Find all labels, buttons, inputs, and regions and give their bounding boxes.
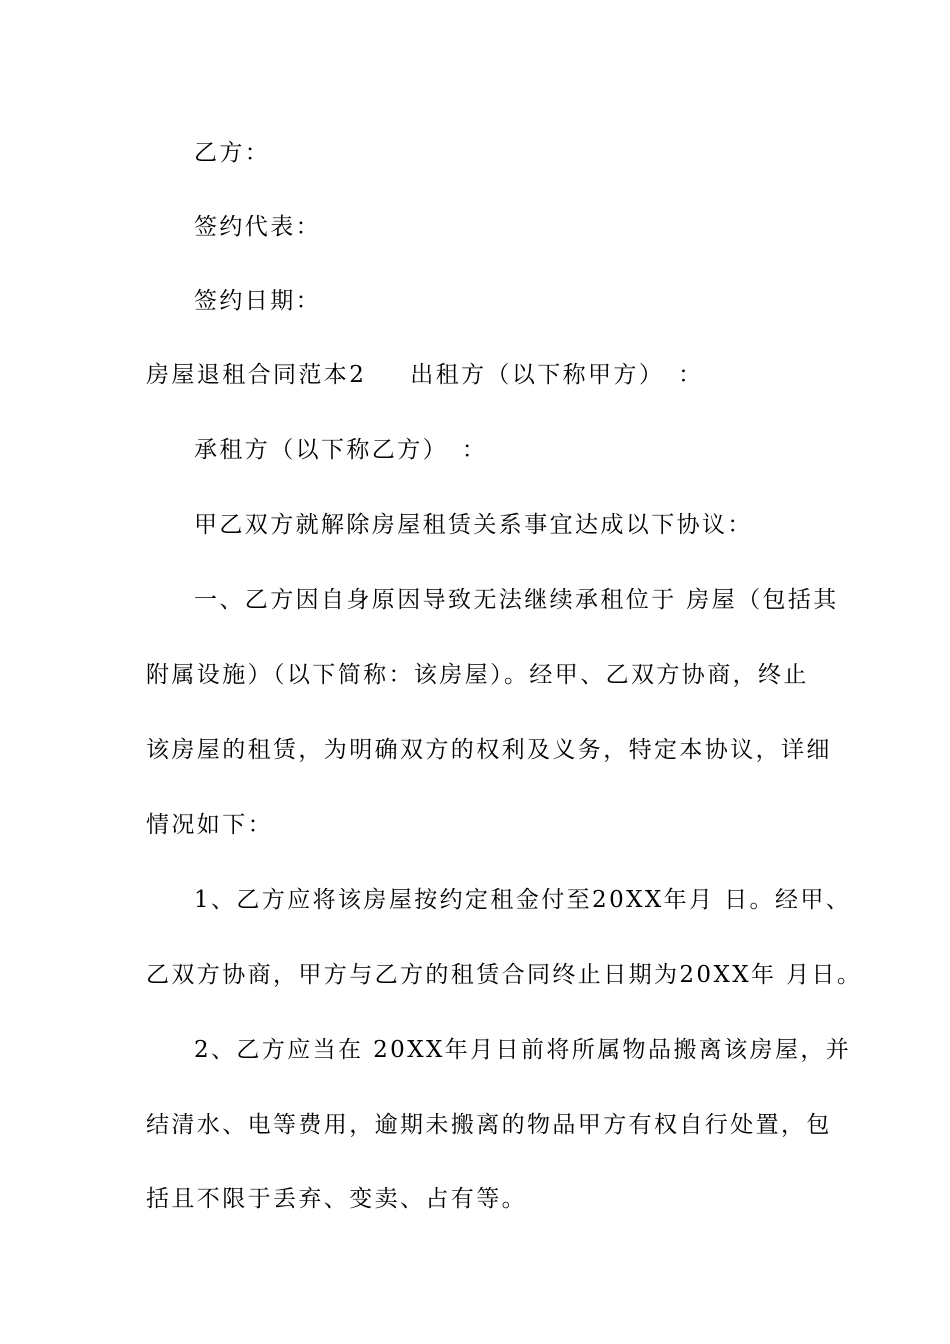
clause-one-line-3: 该房屋的租赁，为明确双方的权利及义务，特定本协议，详细: [146, 737, 832, 763]
lessor-line: 出租方（以下称甲方） ：: [410, 362, 704, 388]
clause-one-line-4: 情况如下：: [146, 812, 273, 838]
item-two-line-2: 结清水、电等费用，逾期未搬离的物品甲方有权自行处置，包: [146, 1112, 832, 1138]
signing-date-line: 签约日期：: [194, 288, 321, 314]
contract-heading-line: [146, 360, 816, 390]
agreement-intro-line: 甲乙双方就解除房屋租赁关系事宜达成以下协议：: [194, 512, 753, 538]
item-one-line-2: 乙双方协商，甲方与乙方的租赁合同终止日期为20XX年 月日。: [146, 962, 863, 988]
contract-title: 房屋退租合同范本2: [146, 362, 367, 388]
clause-one-line-2: 附属设施）（以下简称：该房屋）。经甲、乙双方协商，终止: [146, 662, 809, 688]
item-one-line-1: 1、乙方应将该房屋按约定租金付至20XX年月 日。经甲、: [194, 887, 852, 913]
signing-representative-line: 签约代表：: [194, 214, 321, 240]
clause-one-line-1: 一、乙方因自身原因导致无法继续承租位于 房屋（包括其: [194, 587, 839, 613]
lessee-line: 承租方（以下称乙方） ：: [194, 437, 488, 463]
party-b-line: 乙方：: [194, 140, 271, 166]
item-two-line-1: 2、乙方应当在 20XX年月日前将所属物品搬离该房屋，并: [194, 1037, 852, 1063]
item-two-line-3: 括且不限于丢弃、变卖、占有等。: [146, 1186, 527, 1212]
